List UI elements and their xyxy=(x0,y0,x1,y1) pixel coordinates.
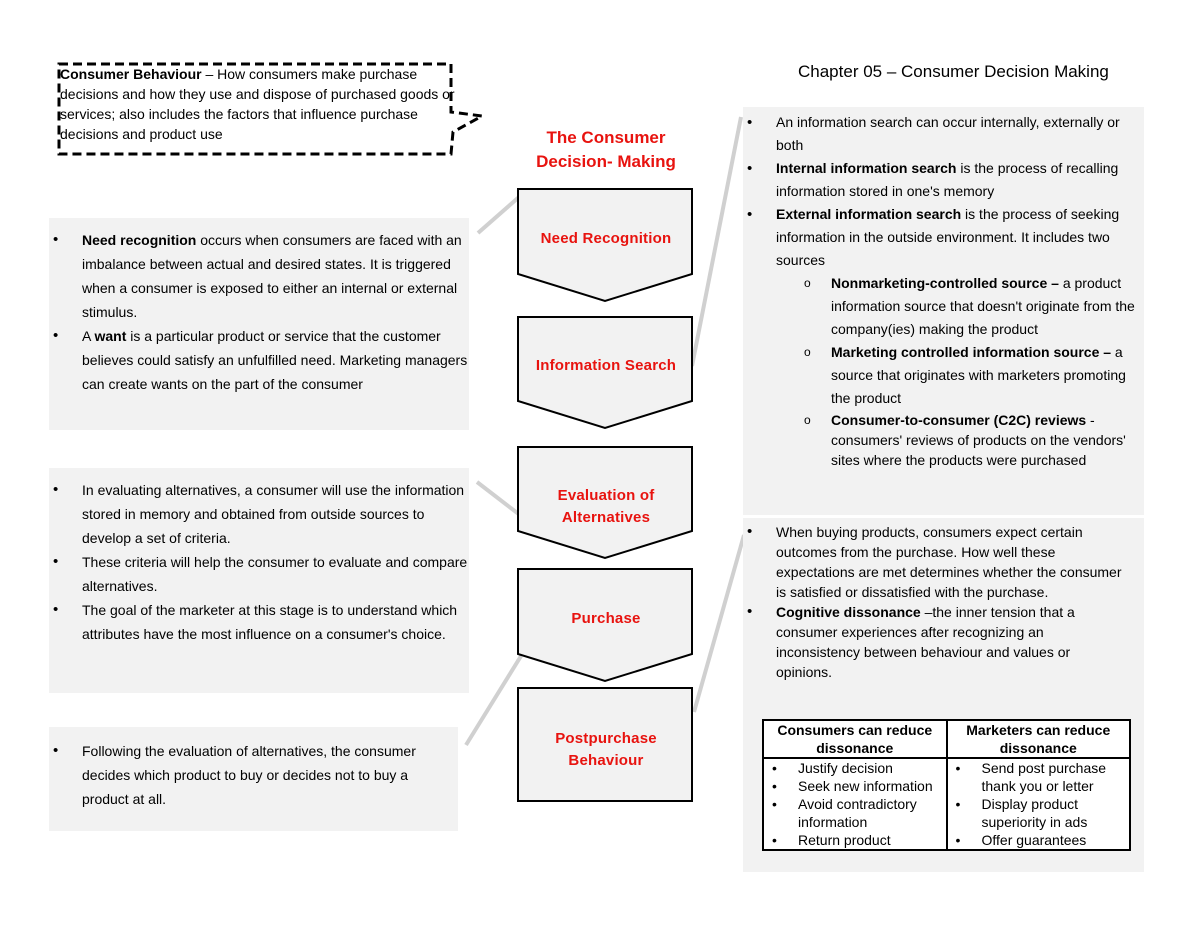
sub-list-item xyxy=(831,410,1138,470)
definition-term: Consumer Behaviour xyxy=(60,66,202,82)
list-item: • Return product xyxy=(798,831,942,849)
marketers-cell xyxy=(947,758,1131,850)
term: Marketing controlled information source – xyxy=(831,344,1112,360)
flow-title: The Consumer Decision- Making xyxy=(536,128,676,171)
page-title: Chapter 05 – Consumer Decision Making xyxy=(798,62,1109,81)
list-item xyxy=(776,602,1130,682)
item-text: occurs when consumers are faced with an imbalance between actual and desired states. It is triggered when a consumer is exposed to either an internal or external stimulus. xyxy=(82,232,462,320)
term: Nonmarketing-controlled source – xyxy=(831,275,1059,291)
item-text: is the process of recalling information stored in one's memory xyxy=(776,160,1119,199)
list-item xyxy=(82,324,469,396)
item-text: –the inner tension that a consumer experiences after recognizing an inconsistency between behaviour and values or opinions. xyxy=(776,604,1075,680)
term: Consumer-to-consumer (C2C) reviews xyxy=(831,412,1087,428)
table-header-consumers: Consumers can reduce dissonance xyxy=(763,720,947,758)
purchase-panel xyxy=(49,727,458,831)
item-text: is a particular product or service that the customer believes could satisfy an unfulfilled need. Marketing managers can create wants on the part of the consumer xyxy=(82,328,468,392)
consumers-cell xyxy=(763,758,947,850)
step-information-search: Information Search xyxy=(535,357,677,374)
list-item: • Justify decision xyxy=(798,759,942,777)
dissonance-table xyxy=(762,719,1131,851)
list-item: • An information search can occur internally, externally or both xyxy=(776,111,1138,157)
term: Need recognition xyxy=(82,232,197,248)
list-item: • In evaluating alternatives, a consumer will use the information stored in memory and obtained from outside sources to develop a set of criteria. xyxy=(82,478,469,550)
list-item xyxy=(776,157,1138,203)
sub-list-item xyxy=(831,272,1138,341)
list-item: • Avoid contradictory information xyxy=(798,795,942,831)
list-item: • Following the evaluation of alternatives, the consumer decides which product to buy or decides not to buy a product at all. xyxy=(82,739,448,811)
step-purchase: Purchase xyxy=(571,610,641,627)
table-header-marketers: Marketers can reduce dissonance xyxy=(947,720,1131,758)
list-item xyxy=(776,203,1138,470)
list-item: • Send post purchase thank you or letter xyxy=(982,759,1126,795)
step-postpurchase: Postpurchase Behaviour xyxy=(555,730,657,769)
term: External information search xyxy=(776,206,962,222)
need-recognition-panel xyxy=(49,218,469,430)
list-item: • Seek new information xyxy=(798,777,942,795)
list-item: • The goal of the marketer at this stage is to understand which attributes have the most influence on a consumer's choice. xyxy=(82,598,469,646)
definition-text: – How consumers make purchase decisions and how they use and dispose of purchased goods or services; also includes the factors that influence purchase decisions and product use xyxy=(60,66,455,142)
evaluation-panel xyxy=(49,468,469,693)
list-item: • Offer guarantees xyxy=(982,831,1126,849)
item-text: - consumers' reviews of products on the vendors' sites where the products were purchased xyxy=(831,412,1126,468)
list-item: • These criteria will help the consumer to evaluate and compare alternatives. xyxy=(82,550,469,598)
information-search-panel xyxy=(743,107,1144,515)
sub-list-item xyxy=(831,341,1138,410)
term: want xyxy=(94,328,127,344)
term: Internal information search xyxy=(776,160,957,176)
item-text: is the process of seeking information in the outside environment. It includes two sources xyxy=(776,206,1120,268)
item-text: A xyxy=(82,328,95,344)
step-need-recognition: Need Recognition xyxy=(540,230,672,247)
step-evaluation: Evaluation of Alternatives xyxy=(557,487,655,526)
list-item: • When buying products, consumers expect certain outcomes from the purchase. How well these expectations are met determines whether the consumer is satisfied or dissatisfied with the purchase. xyxy=(776,522,1130,602)
list-item xyxy=(82,228,469,324)
term: Cognitive dissonance xyxy=(776,604,921,620)
list-item: • Display product superiority in ads xyxy=(982,795,1126,831)
item-text: a source that originates with marketers promoting the product xyxy=(831,344,1126,406)
item-text: a product information source that doesn't originate from the company(ies) making the product xyxy=(831,275,1135,337)
